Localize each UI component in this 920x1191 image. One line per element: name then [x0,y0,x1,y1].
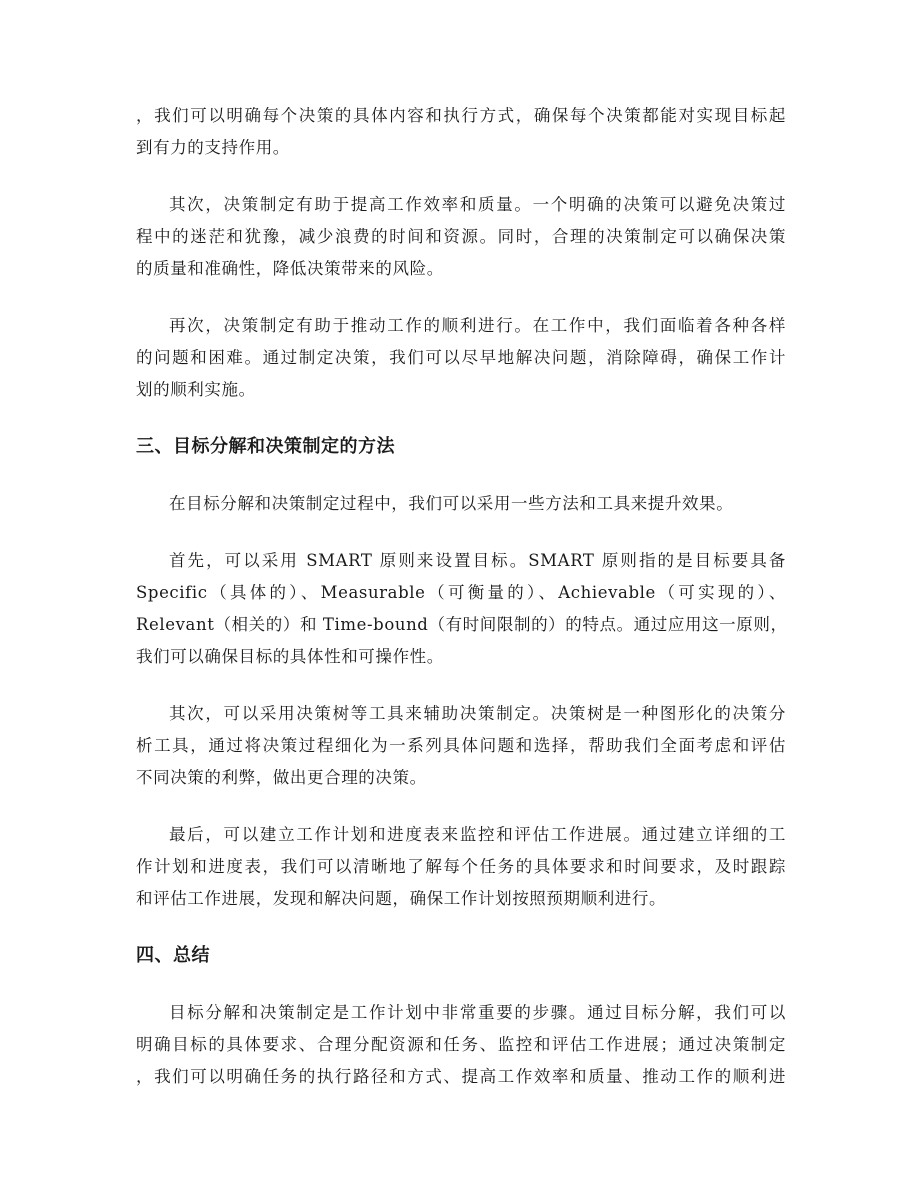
document-page [136,100,786,1118]
paragraph-line: 的质量和准确性，降低决策带来的风险。 [136,259,444,278]
paragraph-efficiency [136,189,786,285]
paragraph-smart [136,545,786,673]
paragraph-line: 划的顺利实施。 [136,380,256,399]
paragraph-line: 到有力的支持作用。 [136,138,290,157]
paragraph-decision-tree [136,698,786,794]
paragraph-line: 再次，决策制定有助于推动工作的顺利进行。在工作中，我们面临着各种各样 [169,316,786,335]
paragraph-line: ，我们可以明确任务的执行路径和方式、提高工作效率和质量、推动工作的顺利进 [136,1067,786,1086]
paragraph-line: 其次，可以采用决策树等工具来辅助决策制定。决策树是一种图形化的决策分 [169,704,786,723]
section-heading-summary: 四、总结 [136,945,210,966]
paragraph-line: 和评估工作进展，发现和解决问题，确保工作计划按照预期顺利进行。 [136,889,667,908]
paragraph-line: 程中的迷茫和犹豫，减少浪费的时间和资源。同时，合理的决策制定可以确保决策 [136,227,786,246]
paragraph-schedule [136,819,786,915]
paragraph-line: 在目标分解和决策制定过程中，我们可以采用一些方法和工具来提升效果。 [169,494,734,513]
paragraph-methods-intro [136,488,786,520]
paragraph-line: 最后，可以建立工作计划和进度表来监控和评估工作进展。通过建立详细的工 [169,825,786,844]
paragraph-line: 其次，决策制定有助于提高工作效率和质量。一个明确的决策可以避免决策过 [169,195,786,214]
paragraph-line: 析工具，通过将决策过程细化为一系列具体问题和选择，帮助我们全面考虑和评估 [136,736,786,755]
paragraph-line: 首先，可以采用 SMART 原则来设置目标。SMART 原则指的是目标要具备 [169,551,786,570]
paragraph-line: 明确目标的具体要求、合理分配资源和任务、监控和评估工作进展；通过决策制定 [136,1035,786,1054]
paragraph-progress [136,310,786,406]
paragraph-line: Relevant（相关的）和 Time-bound（有时间限制的）的特点。通过应用这一原则， [136,615,788,634]
paragraph-line: Specific（具体的）、Measurable（可衡量的）、Achievable（可实现的）、 [136,583,786,602]
paragraph-summary [136,997,786,1093]
paragraph-line: 我们可以确保目标的具体性和可操作性。 [136,647,444,666]
paragraph-line: 不同决策的利弊，做出更合理的决策。 [136,768,427,787]
paragraph-decision-clarity [136,100,786,164]
paragraph-line: ，我们可以明确每个决策的具体内容和执行方式，确保每个决策都能对实现目标起 [136,106,786,125]
paragraph-line: 的问题和困难。通过制定决策，我们可以尽早地解决问题，消除障碍，确保工作计 [136,348,786,367]
section-heading-methods: 三、目标分解和决策制定的方法 [136,436,395,457]
paragraph-line: 作计划和进度表，我们可以清晰地了解每个任务的具体要求和时间要求，及时跟踪 [136,857,786,876]
paragraph-line: 目标分解和决策制定是工作计划中非常重要的步骤。通过目标分解，我们可以 [169,1003,786,1022]
